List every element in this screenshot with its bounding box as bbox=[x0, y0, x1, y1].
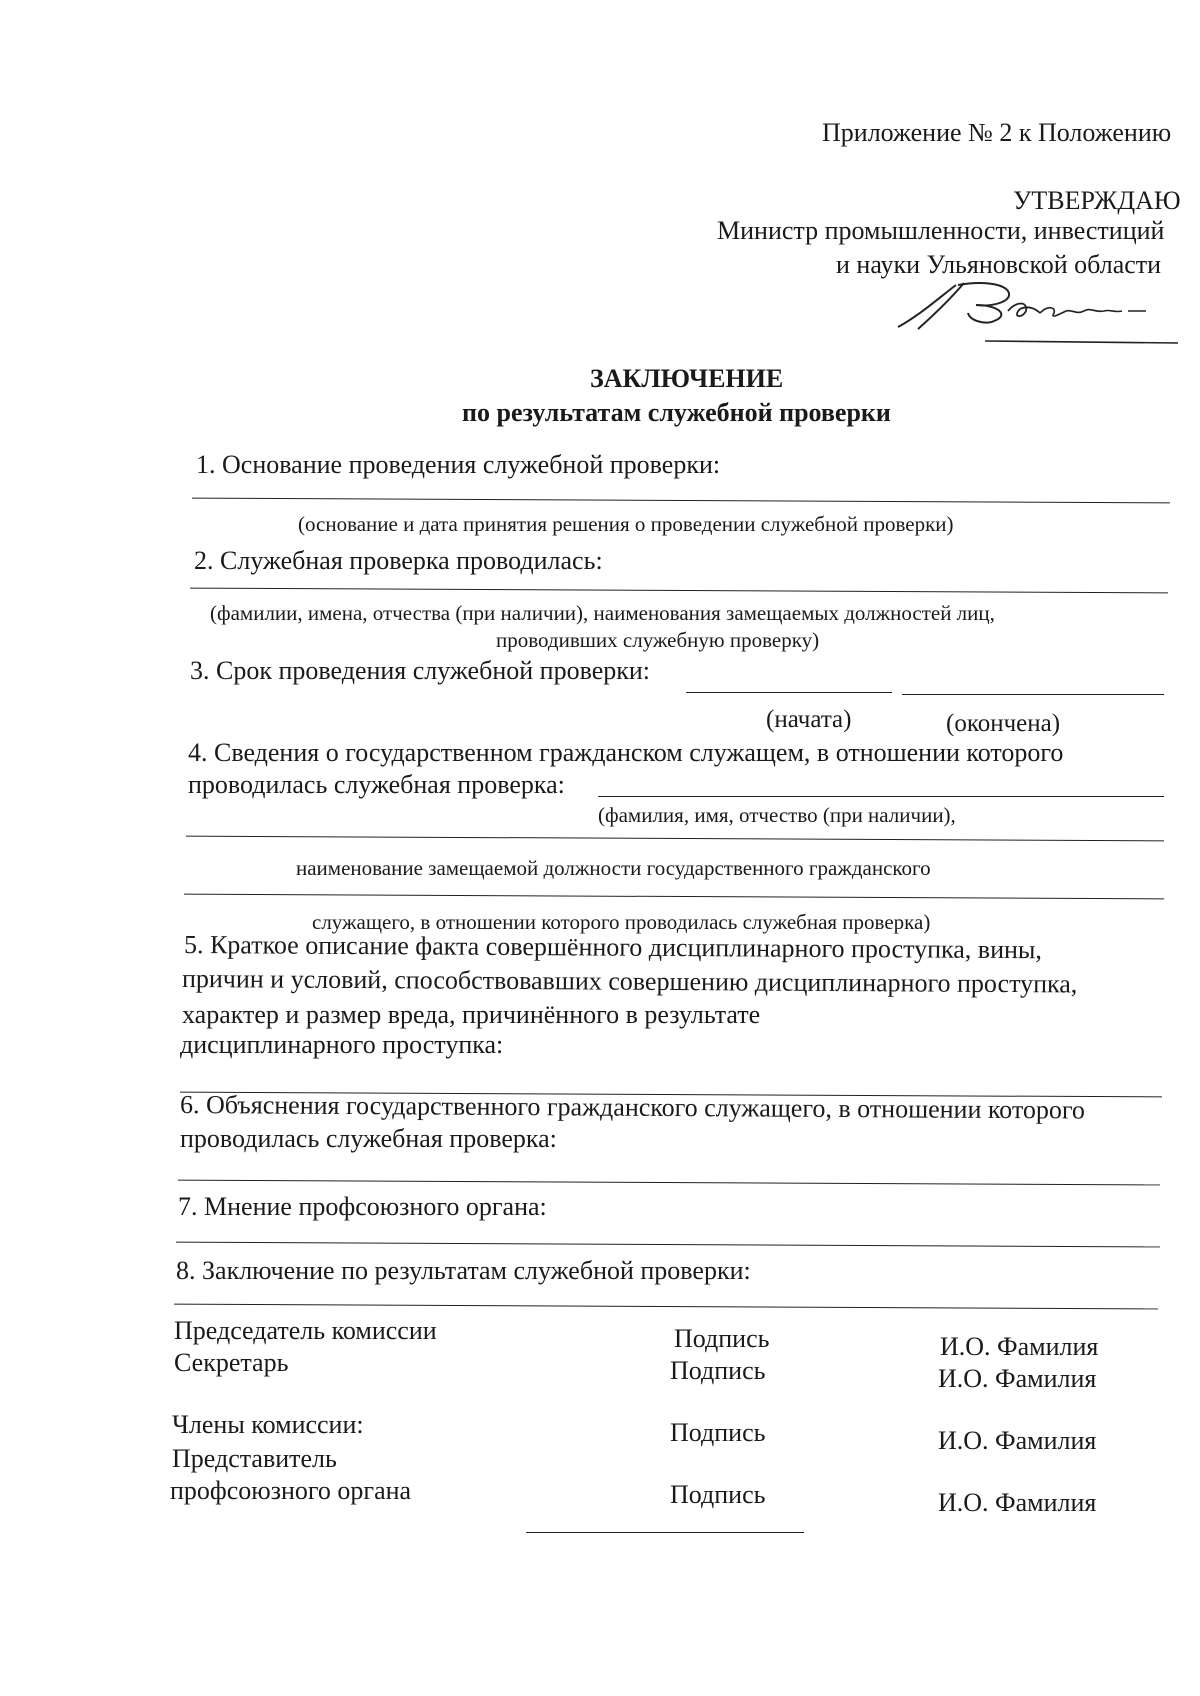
item-3-end-line bbox=[902, 694, 1164, 695]
item-5-text-line-4: дисциплинарного проступка: bbox=[180, 1030, 504, 1059]
item-7-label: 7. Мнение профсоюзного органа: bbox=[178, 1192, 547, 1221]
minister-line-2: и науки Ульяновской области bbox=[836, 250, 1162, 279]
union-rep-name: И.О. Фамилия bbox=[938, 1488, 1097, 1517]
item-5-text-line-2: причин и условий, способствовавших совершению дисциплинарного проступка, bbox=[181, 964, 1078, 999]
approve-stamp: УТВЕРЖДАЮ bbox=[1013, 186, 1181, 215]
item-8-fill-line bbox=[174, 1304, 1158, 1310]
union-rep-sign: Подпись bbox=[670, 1480, 766, 1509]
item-5-text-line-1: 5. Краткое описание факта совершённого дисциплинарного проступка, вины, bbox=[183, 930, 1043, 965]
item-2-note-1: (фамилии, имена, отчества (при наличии), наименования замещаемых должностей лиц, bbox=[210, 601, 995, 625]
item-4-fill-line-1 bbox=[598, 796, 1164, 797]
item-4-label-line-1: 4. Сведения о государственном гражданском служащем, в отношении которого bbox=[188, 738, 1064, 767]
minister-line-1: Министр промышленности, инвестиций bbox=[717, 216, 1165, 245]
item-8-label: 8. Заключение по результатам служебной проверки: bbox=[176, 1256, 751, 1285]
item-5-text-line-3: характер и размер вреда, причинённого в результате bbox=[182, 1000, 761, 1029]
closing-rule bbox=[526, 1532, 804, 1533]
secretary-sign: Подпись bbox=[670, 1356, 766, 1385]
member-name: И.О. Фамилия bbox=[938, 1426, 1097, 1455]
secretary-label: Секретарь bbox=[174, 1348, 289, 1377]
item-3-ended-caption: (окончена) bbox=[946, 710, 1061, 737]
union-rep-label-line-1: Представитель bbox=[172, 1444, 337, 1473]
item-4-note-1: (фамилия, имя, отчество (при наличии), bbox=[598, 803, 956, 827]
item-7-fill-line bbox=[176, 1242, 1160, 1248]
union-rep-label-line-2: профсоюзного органа bbox=[170, 1476, 412, 1505]
document-subtitle: по результатам служебной проверки bbox=[462, 398, 891, 427]
appendix-label: Приложение № 2 к Положению bbox=[822, 118, 1172, 147]
item-4-note-2: наименование замещаемой должности государственного гражданского bbox=[296, 856, 931, 880]
item-6-text-line-2: проводилась служебная проверка: bbox=[180, 1124, 557, 1153]
document-title: ЗАКЛЮЧЕНИЕ bbox=[590, 364, 784, 393]
item-3-started-caption: (начата) bbox=[766, 706, 852, 733]
item-2-note-2: проводивших служебную проверку) bbox=[496, 628, 820, 652]
item-4-fill-line-2 bbox=[186, 836, 1164, 842]
item-1-fill-line bbox=[192, 498, 1170, 504]
secretary-name: И.О. Фамилия bbox=[938, 1364, 1097, 1393]
item-4-fill-line-3 bbox=[184, 894, 1164, 900]
item-1-note: (основание и дата принятия решения о проведении служебной проверки) bbox=[298, 512, 954, 536]
item-3-label: 3. Срок проведения служебной проверки: bbox=[190, 656, 651, 685]
chairman-name: И.О. Фамилия bbox=[940, 1332, 1099, 1361]
item-1-label: 1. Основание проведения служебной проверки: bbox=[196, 450, 721, 479]
item-6-text-line-1: 6. Объяснения государственного гражданского служащего, в отношении которого bbox=[179, 1090, 1086, 1125]
item-4-label-line-2: проводилась служебная проверка: bbox=[188, 770, 565, 799]
item-4-note-3: служащего, в отношении которого проводилась служебная проверка) bbox=[312, 910, 931, 934]
item-3-start-line bbox=[686, 692, 892, 693]
item-6-fill-line bbox=[178, 1180, 1160, 1186]
chairman-label: Председатель комиссии bbox=[174, 1316, 437, 1345]
member-sign: Подпись bbox=[670, 1418, 766, 1447]
chairman-sign: Подпись bbox=[674, 1324, 770, 1353]
item-2-label: 2. Служебная проверка проводилась: bbox=[194, 546, 603, 575]
item-2-fill-line bbox=[190, 588, 1168, 594]
minister-signature bbox=[890, 275, 1180, 345]
members-label: Члены комиссии: bbox=[172, 1410, 364, 1439]
